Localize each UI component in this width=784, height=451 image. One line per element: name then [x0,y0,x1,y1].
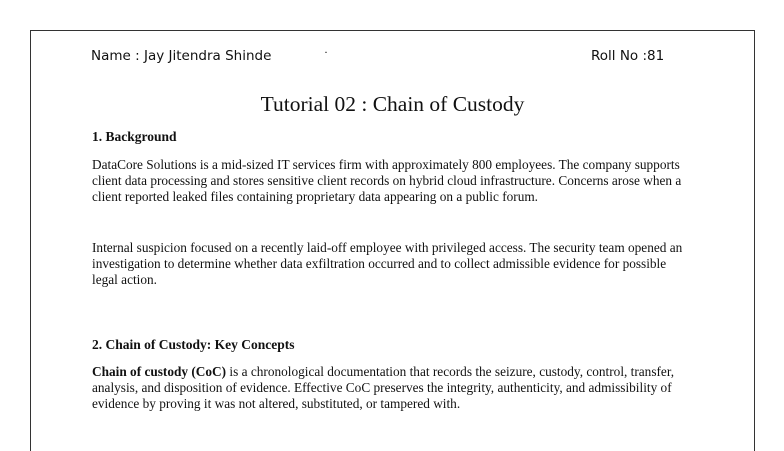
background-paragraph-1: DataCore Solutions is a mid-sized IT services firm with approximately 800 employees. The company supports client data processing and stores sensitive client records on hybrid cloud infrastructure. Concerns arose when a client reported leaked files containing proprietary data appearing on a public forum. [92,157,682,204]
header-dot: · [324,45,328,59]
chain-of-custody-paragraph [92,364,692,412]
section-heading-background: 1. Background [92,129,177,144]
section-heading-chain-of-custody: 2. Chain of Custody: Key Concepts [92,337,295,352]
roll-number: Roll No :81 [591,48,665,64]
student-name: Name : Jay Jitendra Shinde [91,48,272,64]
coc-definition: is a chronological documentation that records the seizure, custody, control, transfer, analysis, and disposition of evidence. Effective CoC preserves the integrity, authenticity, and admissibility of evidence by proving it was not altered, substituted, or tampered with. [92,364,675,411]
coc-term: Chain of custody (CoC) [92,364,227,379]
document-page [30,30,755,451]
page-title: Tutorial 02 : Chain of Custody [260,92,525,116]
background-paragraph-2: Internal suspicion focused on a recently laid-off employee with privileged access. The security team opened an investigation to determine whether data exfiltration occurred and to collect admissible evidence for possible legal action. [92,240,683,287]
